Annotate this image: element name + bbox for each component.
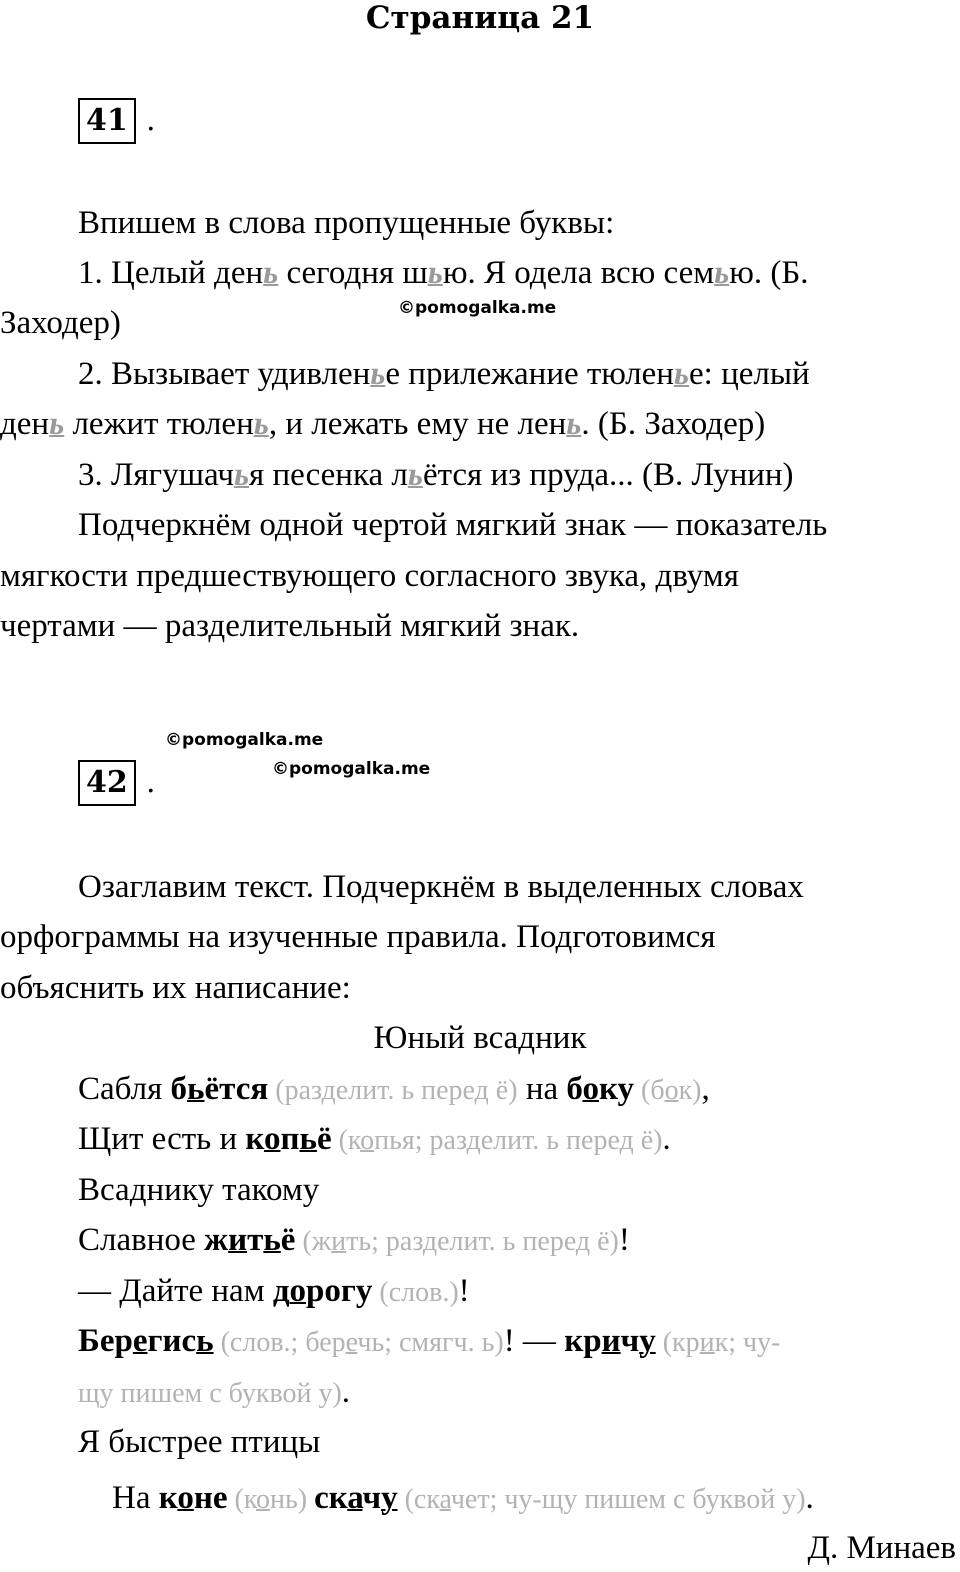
watermark: ©pomogalka.me: [398, 298, 557, 318]
ex42-line-2: орфограммы на изученные правила. Подготовимся: [0, 919, 716, 955]
poem-line-3: Всаднику такому: [78, 1172, 320, 1208]
ex41-line-2: Заходер): [0, 305, 121, 341]
exercise-number-42: 42: [78, 760, 136, 806]
ex41-line-6: Подчеркнём одной чертой мягкий знак — показатель: [78, 507, 828, 543]
poem-line-4: Славное житьё (жить; разделит. ь перед ё)!: [78, 1222, 630, 1258]
ex41-intro: Впишем в слова пропущенные буквы:: [78, 205, 615, 241]
ex42-line-3: объяснить их написание:: [0, 970, 351, 1006]
exercise-number-dot: .: [146, 765, 156, 800]
poem-line-2: Щит есть и копьё (копья; разделит. ь перед ё).: [78, 1121, 671, 1157]
poem-line-5: — Дайте нам дорогу (слов.)!: [78, 1273, 470, 1309]
exercise-number-41: 41: [78, 98, 136, 144]
watermark: ©pomogalka.me: [272, 759, 431, 779]
poem-line-6: Берегись (слов.; беречь; смягч. ь)! — кричу (крик; чу-: [78, 1323, 781, 1359]
poem-line-7: щу пишем с буквой у).: [78, 1374, 351, 1410]
poem-line-8: Я быстрее птицы: [78, 1424, 321, 1460]
ex41-line-8: чертами — разделительный мягкий знак.: [0, 608, 580, 644]
page-title: Страница 21: [365, 0, 595, 36]
exercise-number-dot: .: [146, 103, 156, 138]
poem-title: Юный всадник: [373, 1020, 587, 1056]
ex41-line-1: 1. Целый день сегодня шью. Я одела всю семью. (Б.: [78, 255, 809, 291]
ex42-line-1: Озаглавим текст. Подчеркнём в выделенных словах: [78, 869, 804, 905]
ex41-line-4: день лежит тюлень, и лежать ему не лень. (Б. Заходер): [0, 406, 766, 442]
ex41-line-3: 2. Вызывает удивленье прилежание тюленье: целый: [78, 356, 810, 392]
poem-author: Д. Минаев: [807, 1530, 956, 1566]
poem-line-1: Сабля бьётся (разделит. ь перед ё) на боку (бок),: [78, 1071, 710, 1107]
ex41-line-7: мягкости предшествующего согласного звука, двумя: [0, 558, 739, 594]
poem-line-9: На коне (конь) скачу (скачет; чу-щу пишем с буквой у).: [112, 1480, 814, 1516]
ex41-line-5: 3. Лягушачья песенка льётся из пруда... (В. Лунин): [78, 457, 794, 493]
watermark: ©pomogalka.me: [165, 730, 324, 750]
